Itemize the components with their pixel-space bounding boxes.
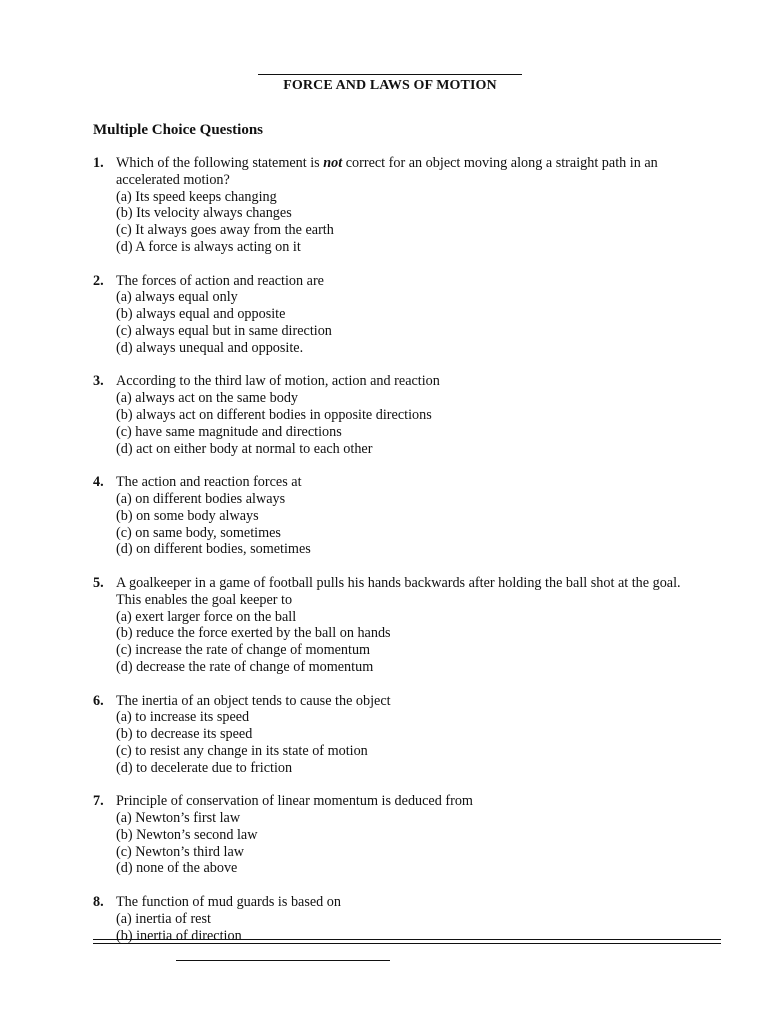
option-a: (a) on different bodies always (116, 490, 286, 507)
question-stem: The inertia of an object tends to cause the object (116, 692, 391, 709)
page-bottom-rule-double (93, 943, 721, 944)
page-title: FORCE AND LAWS OF MOTION (283, 78, 497, 93)
stem-text: correct for an object moving along a straight path in an accelerated motion? (116, 155, 658, 188)
footer-rule (176, 960, 390, 961)
question-number: 4. (93, 474, 104, 491)
option-b: (b) Newton’s second law (116, 826, 258, 843)
option-b: (b) Its velocity always changes (116, 205, 292, 222)
question-number: 5. (93, 574, 104, 591)
option-d: (d) always unequal and opposite. (116, 339, 304, 356)
question-stem: Principle of conservation of linear momentum is deduced from (116, 793, 473, 810)
question-number: 8. (93, 894, 104, 911)
question-7 (93, 793, 693, 877)
question-list (93, 155, 693, 961)
option-d: (d) act on either body at normal to each other (116, 440, 373, 457)
question-6 (93, 693, 693, 777)
question-5 (93, 575, 693, 676)
option-d: (d) A force is always acting on it (116, 238, 301, 255)
option-a: (a) inertia of rest (116, 910, 211, 927)
question-stem (116, 155, 693, 189)
question-2 (93, 273, 693, 357)
page-bottom-rule (93, 939, 721, 940)
title-top-rule (258, 74, 522, 75)
option-c: (c) have same magnitude and directions (116, 423, 342, 440)
option-a: (a) Newton’s first law (116, 810, 241, 827)
question-number: 3. (93, 373, 104, 390)
option-d: (d) decrease the rate of change of momentum (116, 658, 374, 675)
option-d: (d) none of the above (116, 860, 238, 877)
option-b: (b) to decrease its speed (116, 726, 253, 743)
section-heading: Multiple Choice Questions (93, 122, 264, 138)
question-stem: A goalkeeper in a game of football pulls his hands backwards after holding the ball shot at the goal. This enables the goal keeper to (116, 574, 681, 608)
option-a: (a) to increase its speed (116, 709, 250, 726)
question-number: 6. (93, 692, 104, 709)
question-stem: The function of mud guards is based on (116, 894, 341, 911)
option-b: (b) always act on different bodies in opposite directions (116, 406, 432, 423)
question-number: 1. (93, 155, 104, 171)
question-number: 7. (93, 793, 104, 810)
question-8 (93, 894, 693, 944)
stem-emphasis: not (323, 155, 343, 171)
option-d: (d) to decelerate due to friction (116, 759, 293, 776)
option-a: (a) exert larger force on the ball (116, 608, 297, 625)
option-c: (c) to resist any change in its state of motion (116, 742, 368, 759)
option-a: (a) always act on the same body (116, 390, 299, 407)
option-b: (b) reduce the force exerted by the ball on hands (116, 625, 391, 642)
option-c: (c) on same body, sometimes (116, 524, 281, 541)
option-a: (a) always equal only (116, 289, 238, 306)
option-c: (c) It always goes away from the earth (116, 222, 334, 239)
option-b: (b) always equal and opposite (116, 306, 286, 323)
question-stem: The action and reaction forces at (116, 474, 302, 491)
option-c: (c) increase the rate of change of momentum (116, 642, 371, 659)
option-b: (b) inertia of direction (116, 927, 242, 944)
question-stem: According to the third law of motion, action and reaction (116, 373, 440, 390)
question-4 (93, 474, 693, 558)
question-stem: The forces of action and reaction are (116, 272, 324, 289)
question-3 (93, 373, 693, 457)
option-c: (c) always equal but in same direction (116, 322, 332, 339)
question-number: 2. (93, 272, 104, 289)
option-b: (b) on some body always (116, 507, 259, 524)
option-c: (c) Newton’s third law (116, 843, 245, 860)
option-a: (a) Its speed keeps changing (116, 188, 277, 205)
question-1 (93, 155, 693, 256)
stem-text: Which of the following statement is (116, 155, 324, 171)
option-d: (d) on different bodies, sometimes (116, 541, 311, 558)
